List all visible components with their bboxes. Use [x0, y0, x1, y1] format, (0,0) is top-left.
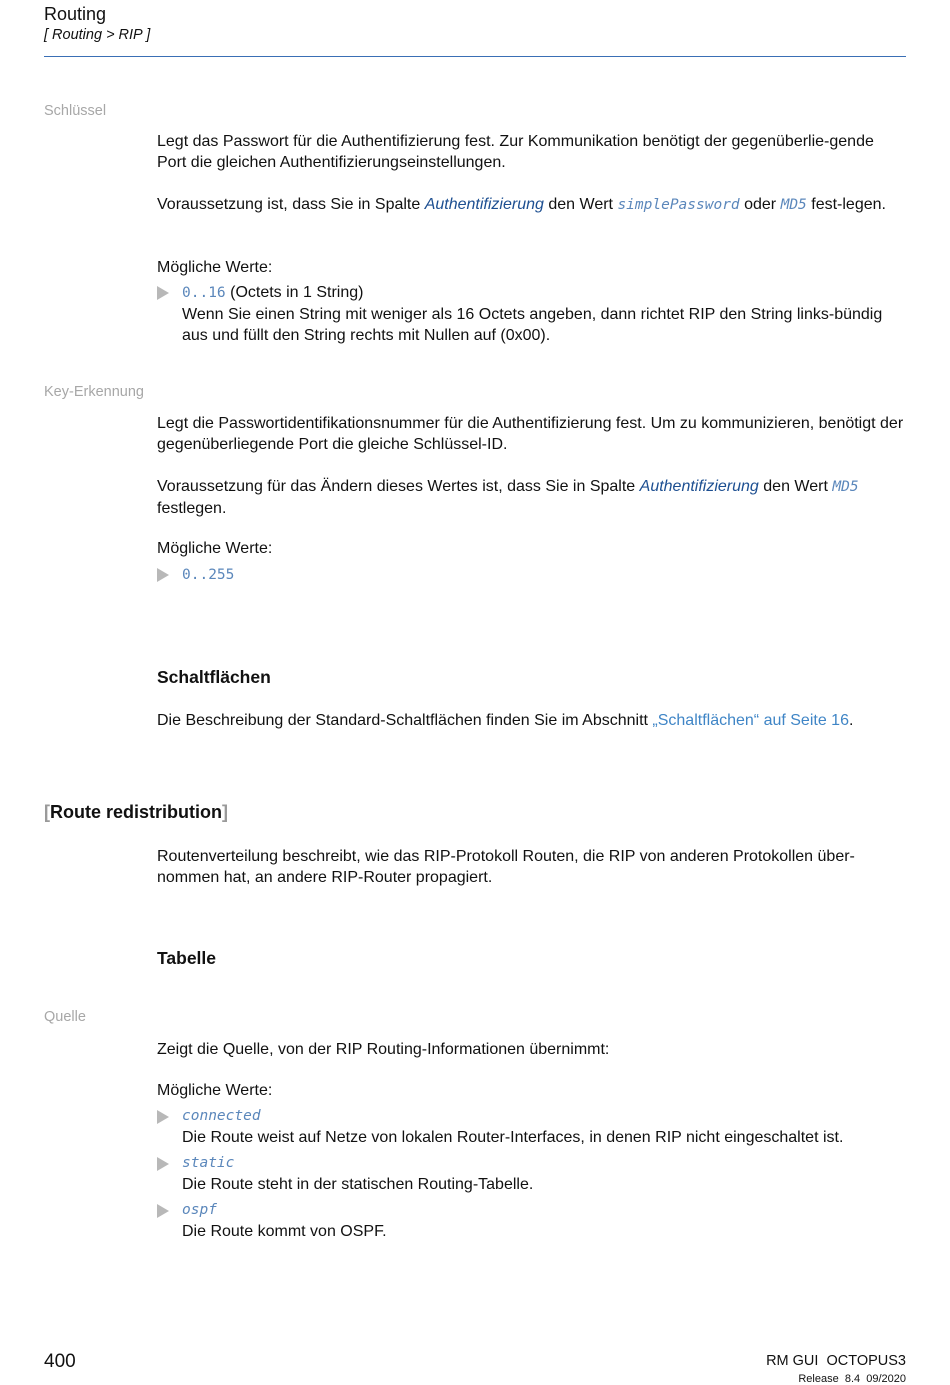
- section-heading-tabelle: Tabelle: [157, 948, 217, 968]
- bracket: [: [44, 802, 50, 822]
- value-suffix: (Octets in 1 String): [230, 284, 364, 301]
- value-code: ospf: [182, 1202, 217, 1218]
- page-number: 400: [44, 1351, 76, 1372]
- value-description: Wenn Sie einen String mit weniger als 16 Octets angeben, dann richtet RIP den String links-bündig aus und füllt den String rechts mit Nullen auf (0x00).: [182, 306, 883, 344]
- quelle-description: Zeigt die Quelle, von der RIP Routing-Informationen übernimmt:: [157, 1041, 610, 1058]
- prereq-text: fest-legen.: [811, 196, 886, 213]
- redistribution-description: Routenverteilung beschreibt, wie das RIP-Protokoll Routen, die RIP von anderen Protokollen über-nommen hat, an andere RIP-Router propagiert.: [157, 848, 855, 886]
- page-header-title: Routing: [44, 4, 107, 24]
- value-description: Die Route weist auf Netze von lokalen Router-Interfaces, in denen RIP nicht eingeschaltet ist.: [182, 1129, 844, 1146]
- value-simplepassword: simplePassword: [617, 197, 740, 213]
- possible-values-label: Mögliche Werte:: [157, 1082, 273, 1099]
- schluessel-prerequisite: [157, 194, 907, 216]
- product-name: RM GUI OCTOPUS3: [766, 1353, 906, 1369]
- bracket: ]: [222, 802, 228, 822]
- prereq-text: Voraussetzung für das Ändern dieses Wertes ist, dass Sie in Spalte: [157, 478, 636, 495]
- section-heading-route-redistribution: [44, 802, 228, 823]
- value-description: Die Route kommt von OSPF.: [182, 1223, 387, 1240]
- prereq-text: festlegen.: [157, 500, 227, 517]
- value-list: [157, 564, 907, 586]
- value-code: connected: [182, 1108, 261, 1124]
- list-item: [157, 282, 907, 346]
- value-code: 0..16: [182, 285, 226, 301]
- bullet-triangle-icon: [157, 564, 182, 582]
- param-label-key-erkennung: Key-Erkennung: [44, 384, 144, 400]
- list-item: [157, 1153, 907, 1195]
- value-description: Die Route steht in der statischen Routing-Tabelle.: [182, 1176, 534, 1193]
- value-list: [157, 282, 907, 346]
- cross-reference-link[interactable]: „Schaltflächen“ auf Seite 16: [652, 712, 849, 729]
- schluessel-description: Legt das Passwort für die Authentifizierung fest. Zur Kommunikation benötigt der gegenüberlie-gende Port die gleichen Authentifizierungseinstellungen.: [157, 133, 874, 171]
- bullet-triangle-icon: [157, 1106, 182, 1124]
- heading-text: Route redistribution: [50, 802, 222, 822]
- param-label-schluessel: Schlüssel: [44, 103, 107, 119]
- breadcrumb: [ Routing > RIP ]: [44, 27, 151, 43]
- description-text: Die Beschreibung der Standard-Schaltflächen finden Sie im Abschnitt: [157, 712, 648, 729]
- value-md5: MD5: [780, 197, 807, 213]
- key-erkennung-prerequisite: [157, 476, 907, 519]
- schaltflaechen-description: [157, 710, 907, 731]
- list-item: [157, 1106, 907, 1148]
- possible-values-label: Mögliche Werte:: [157, 259, 273, 276]
- value-md5: MD5: [832, 479, 859, 495]
- column-ref-authentifizierung: Authentifizierung: [424, 196, 544, 213]
- description-text: .: [848, 712, 854, 729]
- column-ref-authentifizierung: Authentifizierung: [639, 478, 759, 495]
- prereq-text: oder: [744, 196, 777, 213]
- value-list: [157, 1106, 907, 1242]
- possible-values-label: Mögliche Werte:: [157, 540, 273, 557]
- bullet-triangle-icon: [157, 1153, 182, 1171]
- prereq-text: Voraussetzung ist, dass Sie in Spalte: [157, 196, 421, 213]
- prereq-text: den Wert: [763, 478, 828, 495]
- value-code: static: [182, 1155, 235, 1171]
- prereq-text: den Wert: [548, 196, 613, 213]
- section-heading-schaltflaechen: Schaltflächen: [157, 667, 271, 687]
- list-item: [157, 1200, 907, 1242]
- list-item: [157, 564, 907, 586]
- value-code: 0..255: [182, 567, 235, 583]
- release-info: Release 8.4 09/2020: [798, 1373, 906, 1385]
- bullet-triangle-icon: [157, 1200, 182, 1218]
- key-erkennung-description: Legt die Passwortidentifikationsnummer für die Authentifizierung fest. Um zu kommunizieren, benötigt der gegenüberliegende Port die gleiche Schlüssel-ID.: [157, 415, 904, 453]
- bullet-triangle-icon: [157, 282, 182, 300]
- param-label-quelle: Quelle: [44, 1009, 86, 1025]
- header-divider: [44, 56, 906, 57]
